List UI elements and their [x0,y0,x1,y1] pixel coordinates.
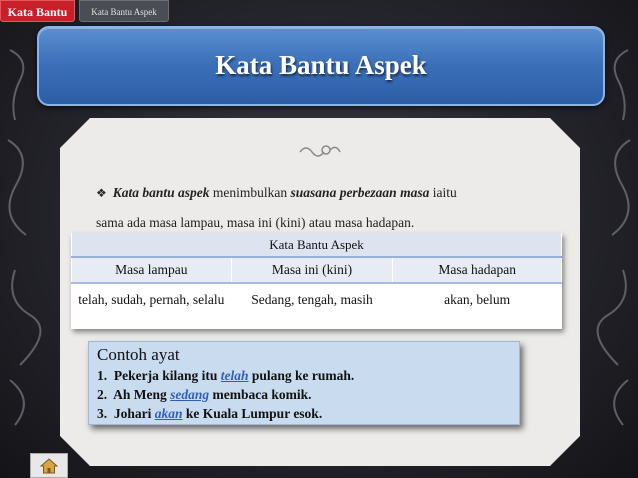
flourish-ornament-icon [296,142,342,158]
title-banner [37,26,605,106]
tab-kata-bantu-aspek[interactable]: Kata Bantu Aspek [79,0,169,22]
aspect-table [71,233,562,329]
list-item [97,366,511,385]
table-header-masa-lampau: Masa lampau [72,257,232,283]
example-after: pulang ke rumah. [251,368,355,383]
example-word: sedang [170,387,210,402]
intro-text [96,178,566,238]
example-list [97,366,511,423]
home-button[interactable] [30,453,68,478]
home-icon [40,458,58,474]
table-title: Kata Bantu Aspek [72,233,562,257]
example-before: Ah Meng [113,387,167,402]
example-word: akan [154,406,183,421]
intro-text2: iaitu [432,185,457,200]
page-title: Kata Bantu Aspek [215,50,427,80]
example-after: ke Kuala Lumpur esok. [185,406,323,421]
diamond-bullet-icon: ❖ [96,186,107,200]
table-header-masa-ini: Masa ini (kini) [231,257,393,283]
example-after: membaca komik. [212,387,312,402]
example-num: 3. [97,406,108,421]
tab-kata-bantu[interactable]: Kata Bantu [0,0,75,22]
list-item [97,404,511,423]
example-before: Johari [113,406,152,421]
intro-term: Kata bantu aspek [112,185,210,200]
example-title: Contoh ayat [97,345,180,364]
intro-emphasis: suasana perbezaan masa [290,185,430,200]
example-word: telah [220,368,249,383]
example-box [88,341,520,425]
intro-line2: sama ada masa lampau, masa ini (kini) atau masa hadapan. [96,215,415,230]
intro-text1: menimbulkan [212,185,288,200]
table-cell-masa-ini: Sedang, tengah, masih [231,283,393,329]
table-header-masa-hadapan: Masa hadapan [393,257,562,283]
example-num: 1. [97,368,108,383]
table-cell-masa-hadapan: akan, belum [393,283,562,329]
list-item [97,385,511,404]
example-num: 2. [97,387,108,402]
table-cell-masa-lampau: telah, sudah, pernah, selalu [72,283,232,329]
example-before: Pekerja kilang itu [113,368,218,383]
